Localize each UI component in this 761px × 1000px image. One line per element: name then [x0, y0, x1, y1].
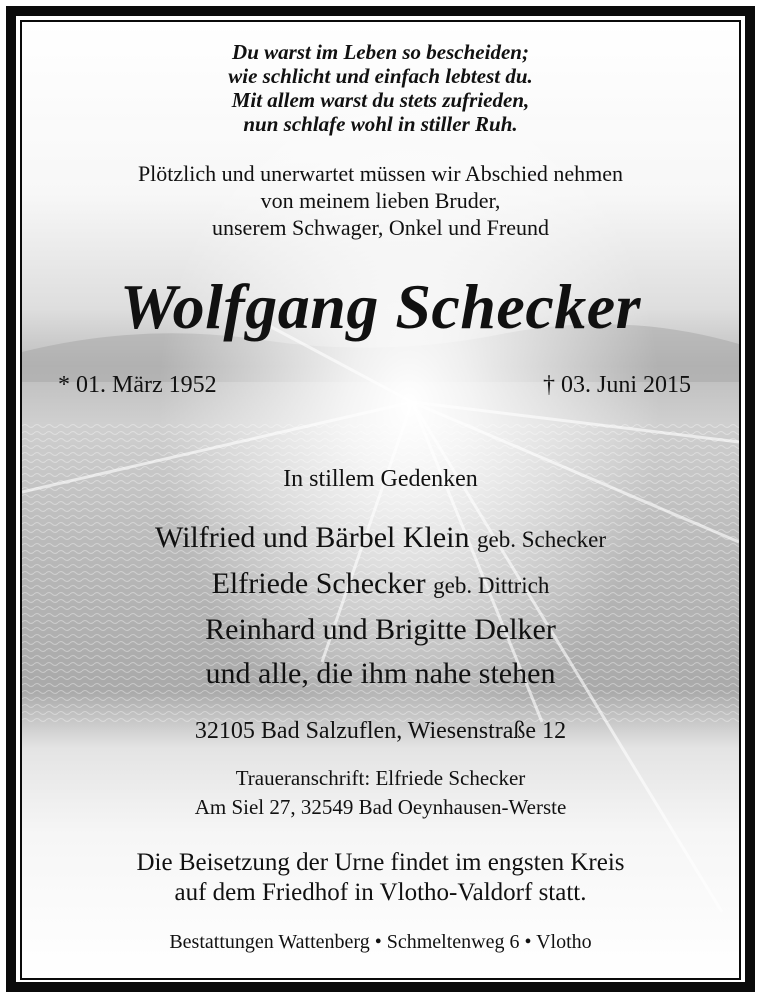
- mourner-name: Elfriede Schecker: [211, 567, 426, 600]
- mourner-entry: [22, 562, 739, 608]
- intro-line: Plötzlich und unerwartet müssen wir Abschied nehmen: [137, 161, 624, 186]
- family-address: 32105 Bad Salzuflen, Wiesenstraße 12: [194, 718, 567, 744]
- mourner-note: geb. Schecker: [477, 527, 607, 552]
- intro-text: [22, 160, 739, 241]
- mourner-name: Wilfried und Bärbel Klein: [154, 521, 470, 554]
- poem: [22, 40, 739, 136]
- intro-line: von meinem lieben Bruder,: [260, 188, 501, 213]
- mourning-address: [22, 764, 739, 822]
- poem-line: wie schlicht und einfach lebtest du.: [228, 64, 533, 88]
- inner-frame: [20, 20, 741, 980]
- birth-date: * 01. März 1952: [58, 372, 217, 398]
- mourner-entry: [22, 516, 739, 562]
- undertaker-line: Bestattungen Wattenberg • Schmeltenweg 6 • Vlotho: [169, 931, 592, 953]
- mourner-name: und alle, die ihm nahe stehen: [205, 657, 556, 690]
- mourners-list: [22, 516, 739, 696]
- mourner-note: geb. Dittrich: [433, 573, 550, 598]
- burial-line: Die Beisetzung der Urne findet im engsten Kreis: [136, 849, 625, 876]
- mourning-address-line: Am Siel 27, 32549 Bad Oeynhausen-Werste: [194, 795, 567, 819]
- memory-line: In stillem Gedenken: [283, 466, 478, 492]
- poem-line: Du warst im Leben so bescheiden;: [232, 40, 529, 64]
- death-date: † 03. Juni 2015: [542, 372, 691, 398]
- mourner-name: Reinhard und Brigitte Delker: [205, 613, 556, 646]
- mourner-entry: [22, 652, 739, 696]
- poem-line: nun schlafe wohl in stiller Ruh.: [243, 112, 518, 136]
- mourning-address-line: Traueranschrift: Elfriede Schecker: [235, 766, 526, 790]
- burial-notice: [22, 848, 739, 908]
- intro-line: unserem Schwager, Onkel und Freund: [212, 215, 549, 240]
- poem-line: Mit allem warst du stets zufrieden,: [231, 88, 530, 112]
- deceased-name: Wolfgang Schecker: [119, 271, 642, 342]
- burial-line: auf dem Friedhof in Vlotho-Valdorf statt.: [174, 879, 587, 906]
- mourner-entry: [22, 608, 739, 652]
